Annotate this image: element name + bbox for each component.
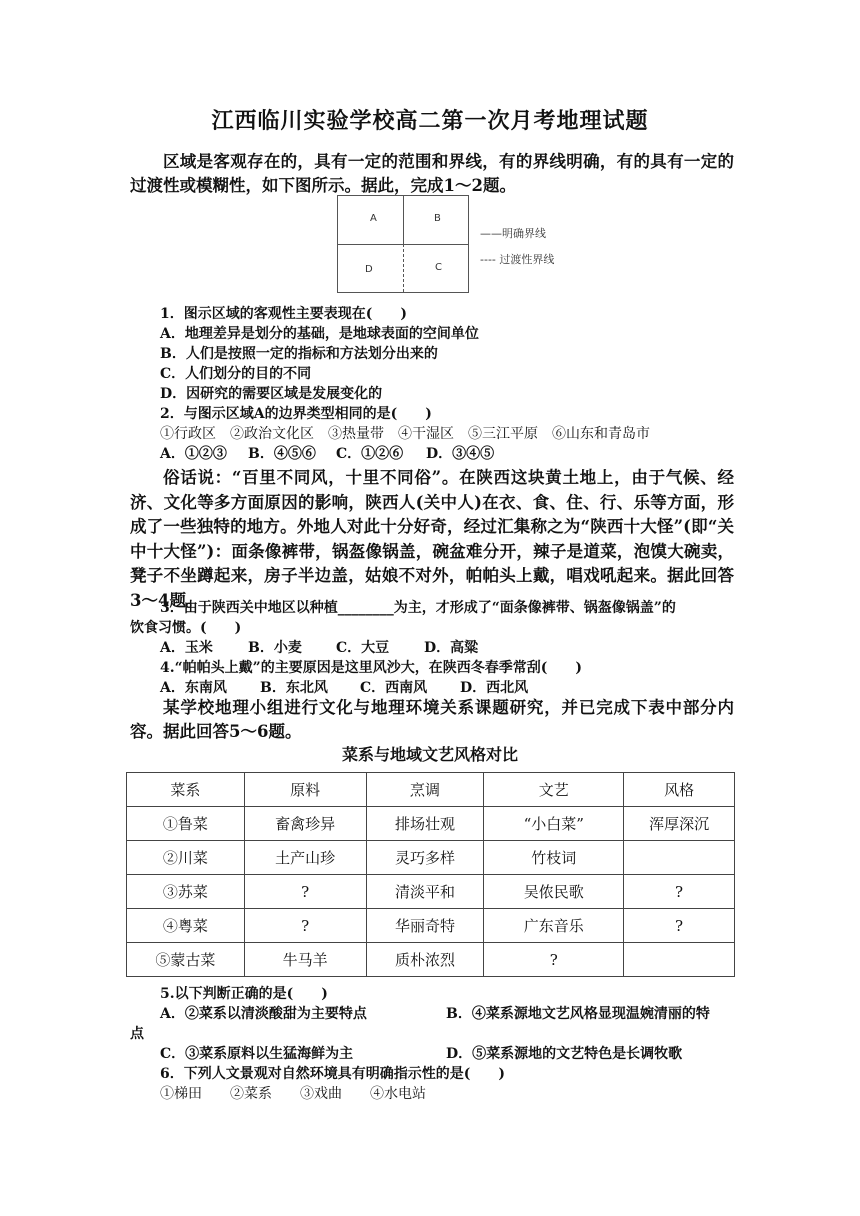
question-4-stem: 4.“帕帕头上戴”的主要原因是这里风沙大，在陕西冬春季常刮( ) xyxy=(160,660,582,676)
table-cell: ? xyxy=(624,875,735,909)
table-cell: ? xyxy=(244,909,366,943)
region-label-b: B xyxy=(434,213,441,224)
table-row xyxy=(127,909,735,943)
table-cell: 吴侬民歌 xyxy=(484,875,624,909)
question-2-options xyxy=(160,444,494,464)
table-cell xyxy=(624,943,735,977)
table-cell: 土产山珍 xyxy=(244,841,366,875)
table-cell: 竹枝词 xyxy=(484,841,624,875)
table-row xyxy=(127,875,735,909)
table-header: 烹调 xyxy=(366,773,484,807)
table-cell: ⑤蒙古菜 xyxy=(127,943,245,977)
region-boundary-figure xyxy=(337,195,517,293)
question-2-option-c: C．①②⑥ xyxy=(336,446,404,462)
question-2-option-d: D．③④⑤ xyxy=(426,446,495,462)
question-5-option-d: D．⑤菜系源地的文艺特色是长调牧歌 xyxy=(446,1046,683,1062)
table-cell: 清淡平和 xyxy=(366,875,484,909)
region-label-a: A xyxy=(370,213,377,224)
region-grid xyxy=(337,195,469,293)
question-2-option-a: A．①②③ xyxy=(160,446,227,462)
question-6-items: ①梯田 ②菜系 ③戏曲 ④水电站 xyxy=(160,1086,426,1102)
table-cell: 畜禽珍异 xyxy=(244,807,366,841)
question-3-stem-cont: 饮食习惯。( ) xyxy=(130,620,242,636)
intro-paragraph-2: 俗话说：“百里不同风，十里不同俗”。在陕西这块黄土地上，由于气候、经济、文化等多方面原因的影响，陕西人(关中人)在衣、食、住、行、乐等方面，形成了一些独特的地方。外地人对此十分好奇，经过汇集称之为“陕西十大怪”(即“关中十大怪”)：面条像裤带，锅盔像锅盖，碗盆难分开，辣子是道菜，泡馍大碗卖，凳子不坐蹲起来，房子半边盖，姑娘不对外，帕帕头上戴，唱戏吼起来。据此回答3～4题。 xyxy=(130,468,734,610)
table-cell xyxy=(624,841,735,875)
question-3-option-d: D．高粱 xyxy=(424,640,479,656)
region-label-d: D xyxy=(365,264,373,275)
table-header: 风格 xyxy=(624,773,735,807)
table-row xyxy=(127,841,735,875)
table-row xyxy=(127,943,735,977)
intro-paragraph-1: 区域是客观存在的，具有一定的范围和界线，有的界线明确，有的具有一定的过渡性或模糊性，如下图所示。据此，完成1～2题。 xyxy=(130,152,734,195)
table-cell: ④粤菜 xyxy=(127,909,245,943)
table-cell: 浑厚深沉 xyxy=(624,807,735,841)
table-cell: ②川菜 xyxy=(127,841,245,875)
table-cell: ③苏菜 xyxy=(127,875,245,909)
table-cell: 华丽奇特 xyxy=(366,909,484,943)
table-cell: 广东音乐 xyxy=(484,909,624,943)
question-3-option-b: B．小麦 xyxy=(248,640,302,656)
table-cell: 灵巧多样 xyxy=(366,841,484,875)
question-5-option-c: C．③菜系原料以生猛海鲜为主 xyxy=(160,1046,354,1062)
table-header-row xyxy=(127,773,735,807)
table-cell: ? xyxy=(244,875,366,909)
question-5-option-b-cont: 点 xyxy=(130,1026,144,1042)
cuisine-comparison-table xyxy=(126,772,735,977)
table-cell: “小白菜” xyxy=(484,807,624,841)
table-header: 文艺 xyxy=(484,773,624,807)
legend-solid-boundary: ——明确界线 xyxy=(480,227,546,240)
region-label-c: C xyxy=(435,262,442,273)
dashed-boundary-vertical xyxy=(403,244,404,292)
legend-dashed-boundary: ---- 过渡性界线 xyxy=(480,253,555,266)
table-cell: ? xyxy=(484,943,624,977)
question-2-stem: 2．与图示区域A的边界类型相同的是( ) xyxy=(160,406,432,422)
question-3-option-c: C．大豆 xyxy=(336,640,390,656)
question-3-options xyxy=(160,638,478,658)
table-header: 菜系 xyxy=(127,773,245,807)
question-5-option-b: B．④菜系源地文艺风格显现温婉清丽的特 xyxy=(446,1006,710,1022)
question-4-option-b: B．东北风 xyxy=(260,680,328,696)
page-title: 江西临川实验学校高二第一次月考地理试题 xyxy=(211,108,649,134)
question-1-option-c: C．人们划分的目的不同 xyxy=(160,366,312,382)
table-cell: 质朴浓烈 xyxy=(366,943,484,977)
table-cell: 牛马羊 xyxy=(244,943,366,977)
question-4-option-a: A．东南风 xyxy=(160,680,227,696)
question-2-option-b: B．④⑤⑥ xyxy=(248,446,316,462)
question-1-option-a: A．地理差异是划分的基础，是地球表面的空间单位 xyxy=(160,326,479,342)
intro-paragraph-3: 某学校地理小组进行文化与地理环境关系课题研究，并已完成下表中部分内容。据此回答5～6题。 xyxy=(130,698,734,741)
table-cell: ①鲁菜 xyxy=(127,807,245,841)
table-header: 原料 xyxy=(244,773,366,807)
question-1-option-b: B．人们是按照一定的指标和方法划分出来的 xyxy=(160,346,438,362)
solid-boundary-vertical xyxy=(403,196,404,244)
table-cell: 排场壮观 xyxy=(366,807,484,841)
question-5-stem: 5.以下判断正确的是( ) xyxy=(160,986,328,1002)
question-3-stem: 3．由于陕西关中地区以种植________为主，才形成了“面条像裤带、锅盔像锅盖”的 xyxy=(160,600,676,616)
question-1-stem: 1．图示区域的客观性主要表现在( ) xyxy=(160,306,407,322)
table-caption: 菜系与地域文艺风格对比 xyxy=(341,745,518,764)
question-6-stem: 6．下列人文景观对自然环境具有明确指示性的是( ) xyxy=(160,1066,505,1082)
table-row xyxy=(127,807,735,841)
question-3-option-a: A．玉米 xyxy=(160,640,213,656)
question-5-option-a: A．②菜系以清淡酸甜为主要特点 xyxy=(160,1006,367,1022)
question-4-option-d: D．西北风 xyxy=(460,680,529,696)
question-4-options xyxy=(160,678,528,698)
question-4-option-c: C．西南风 xyxy=(360,680,428,696)
question-2-items: ①行政区 ②政治文化区 ③热量带 ④干湿区 ⑤三江平原 ⑥山东和青岛市 xyxy=(160,426,650,442)
table-cell: ? xyxy=(624,909,735,943)
question-1-option-d: D．因研究的需要区域是发展变化的 xyxy=(160,386,383,402)
